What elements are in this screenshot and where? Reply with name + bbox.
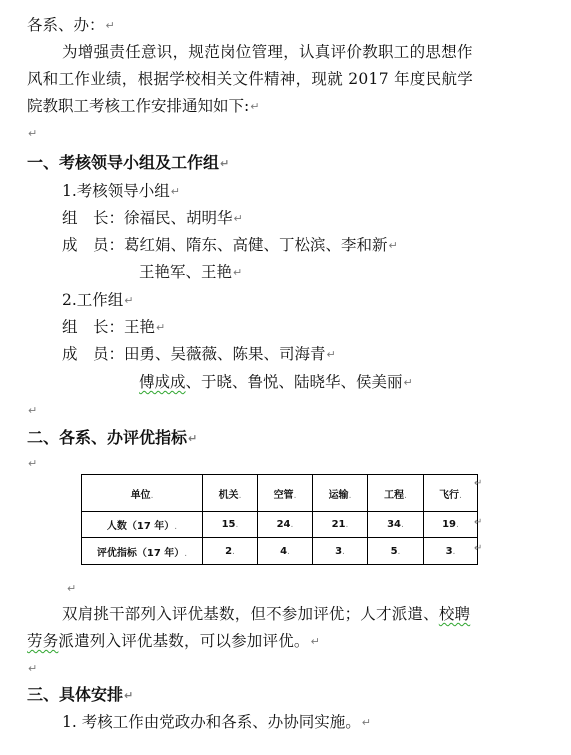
table-header-cell: [368, 475, 424, 512]
cell-value: 5: [390, 545, 398, 557]
leading-group-leaders: [62, 207, 243, 230]
members-names-line-1: 葛红娟、隋东、高健、丁松滨、李和新: [124, 236, 388, 254]
paragraph-mark-icon: ↵: [250, 100, 260, 113]
spellcheck-underlined-name: 傅成成: [139, 373, 186, 391]
cell-mark-icon: .: [238, 490, 242, 501]
paragraph-mark-icon: ↵: [361, 716, 371, 729]
table-row-label: [82, 512, 203, 538]
row-label-quota: 评优指标（17 年）: [96, 547, 185, 559]
cell-mark-icon: .: [232, 546, 235, 557]
table-cell: [368, 538, 424, 565]
paragraph-mark-icon: ↵: [28, 662, 38, 675]
intro-line-3: [27, 95, 259, 118]
header-jiguan: 机关: [218, 489, 239, 501]
note-line-1-text: 双肩挑干部列入评优基数，但不参加评优；人才派遣、: [62, 605, 439, 623]
row-label-headcount: 人数（17 年）: [106, 521, 175, 532]
cell-mark-icon: .: [397, 546, 401, 557]
working-group-members: [62, 343, 336, 366]
table-cell: [424, 512, 478, 538]
cell-value: 34: [387, 519, 402, 530]
cell-value: 2: [225, 545, 233, 557]
paragraph-mark-icon: ↵: [403, 376, 413, 389]
arrangement-item-1: [62, 711, 371, 734]
section-1-title: [27, 152, 229, 175]
cell-mark-icon: .: [401, 520, 404, 530]
intro-line-1: 为增强责任意识，规范岗位管理，认真评价教职工的思想作: [62, 43, 473, 61]
table-header-cell: [82, 475, 203, 512]
table-header-cell: [203, 475, 258, 512]
cell-value: 19: [442, 519, 457, 530]
cell-mark-icon: .: [287, 546, 290, 557]
members-label: 成 员：: [62, 236, 125, 254]
paragraph-mark-icon: ↵: [188, 432, 198, 445]
note-line-2: [27, 630, 320, 653]
paragraph-mark-icon: ↵: [326, 348, 336, 361]
table-row: [82, 512, 478, 538]
cell-mark-icon: .: [293, 490, 297, 501]
leaders-names: 徐福民、胡明华: [124, 209, 233, 227]
paragraph-mark-icon: ↵: [233, 212, 243, 225]
cell-mark-icon: .: [345, 520, 349, 530]
cell-mark-icon: .: [235, 520, 239, 530]
table-cell: [313, 512, 368, 538]
paragraph-mark-icon: ↵: [124, 294, 134, 307]
table-cell: [258, 538, 313, 565]
table-cell: [258, 512, 313, 538]
paragraph-mark-icon: ↵: [124, 689, 134, 702]
arrangement-item-1-text: 1. 考核工作由党政办和各系、办协同实施。: [62, 713, 361, 731]
cell-value: 3: [335, 545, 343, 557]
cell-value: 15: [221, 519, 236, 530]
table-header-cell: [258, 475, 313, 512]
wg-members-names-line-1: 田勇、吴薇薇、陈果、司海青: [124, 345, 326, 363]
salutation: [27, 14, 115, 37]
cell-mark-icon: .: [404, 490, 407, 501]
working-group-members-cont: [139, 371, 413, 394]
subsection-leading-group: [62, 180, 180, 203]
leaders-label: 组 长：: [62, 209, 125, 227]
row-end-mark-icon: ↵: [474, 517, 483, 528]
spellcheck-underlined-word: 劳务: [27, 632, 59, 650]
cell-mark-icon: .: [348, 490, 352, 501]
table-cell: [368, 512, 424, 538]
cell-mark-icon: .: [456, 520, 459, 530]
cell-value: 21: [331, 519, 346, 530]
table-cell: [424, 538, 478, 565]
salutation-text: 各系、办：: [27, 16, 105, 34]
wg-members-label: 成 员：: [62, 345, 125, 363]
paragraph-mark-icon: ↵: [28, 457, 38, 470]
spellcheck-underlined-word: 校聘: [438, 605, 471, 623]
cell-mark-icon: .: [184, 548, 188, 559]
cell-mark-icon: .: [459, 490, 462, 501]
paragraph-mark-icon: ↵: [170, 185, 181, 198]
row-end-mark-icon: ↵: [474, 543, 483, 554]
subsection-leading-group-text: 1.考核领导小组: [62, 182, 170, 200]
cell-value: 4: [280, 545, 288, 557]
subsection-working-group: [62, 289, 134, 312]
members-names-line-2: 王艳军、王艳: [139, 263, 233, 281]
cell-mark-icon: .: [150, 490, 154, 501]
paragraph-mark-icon: ↵: [388, 239, 398, 252]
wg-members-names-line-2: 、于晓、鲁悦、陆晓华、侯美丽: [185, 373, 403, 391]
paragraph-mark-icon: ↵: [220, 157, 230, 170]
paragraph-mark-icon: ↵: [105, 19, 115, 32]
table-cell: [203, 538, 258, 565]
section-3-title: [27, 684, 133, 707]
paragraph-mark-icon: ↵: [67, 582, 77, 595]
intro-line-2: 风和工作业绩，根据学校相关文件精神，现就 2017 年度民航学: [27, 70, 474, 88]
cell-value: 24: [276, 519, 291, 530]
header-feixing: 飞行: [439, 489, 460, 501]
paragraph-mark-icon: ↵: [28, 404, 38, 417]
header-gongcheng: 工程: [384, 489, 405, 501]
note-line-2-text: 派遣列入评优基数，可以参加评优。: [58, 632, 310, 650]
paragraph-mark-icon: ↵: [28, 127, 38, 140]
table-row-label: [82, 538, 203, 565]
header-kongguan: 空管: [273, 489, 294, 501]
table-cell: [313, 538, 368, 565]
cell-value: 3: [445, 545, 453, 557]
section-2-title: [27, 427, 197, 450]
leading-group-members: [62, 234, 398, 257]
row-end-mark-icon: ↵: [474, 478, 483, 489]
subsection-working-group-text: 2.工作组: [62, 291, 124, 309]
header-unit: 单位: [130, 489, 151, 501]
wg-leader-name: 王艳: [124, 318, 156, 336]
section-1-title-text: 一、考核领导小组及工作组: [27, 153, 220, 172]
paragraph-mark-icon: ↵: [233, 266, 243, 279]
header-yunshu: 运输: [328, 489, 349, 501]
table-header-row: [82, 475, 478, 512]
leading-group-members-cont: [139, 261, 242, 284]
cell-mark-icon: .: [342, 546, 345, 557]
cell-mark-icon: .: [452, 546, 456, 557]
table-header-cell: [313, 475, 368, 512]
evaluation-quota-table: [81, 474, 478, 565]
cell-mark-icon: .: [290, 520, 294, 530]
table-cell: [203, 512, 258, 538]
table-row: [82, 538, 478, 565]
intro-line-3-text: 院教职工考核工作安排通知如下:: [27, 97, 250, 115]
wg-leader-label: 组 长：: [62, 318, 125, 336]
cell-mark-icon: .: [174, 522, 178, 532]
paragraph-mark-icon: ↵: [156, 321, 166, 334]
table-header-cell: [424, 475, 478, 512]
section-3-title-text: 三、具体安排: [27, 685, 124, 704]
section-2-title-text: 二、各系、办评优指标: [27, 428, 188, 447]
paragraph-mark-icon: ↵: [310, 635, 321, 648]
note-line-1: [62, 603, 470, 625]
working-group-leader: [62, 316, 165, 339]
